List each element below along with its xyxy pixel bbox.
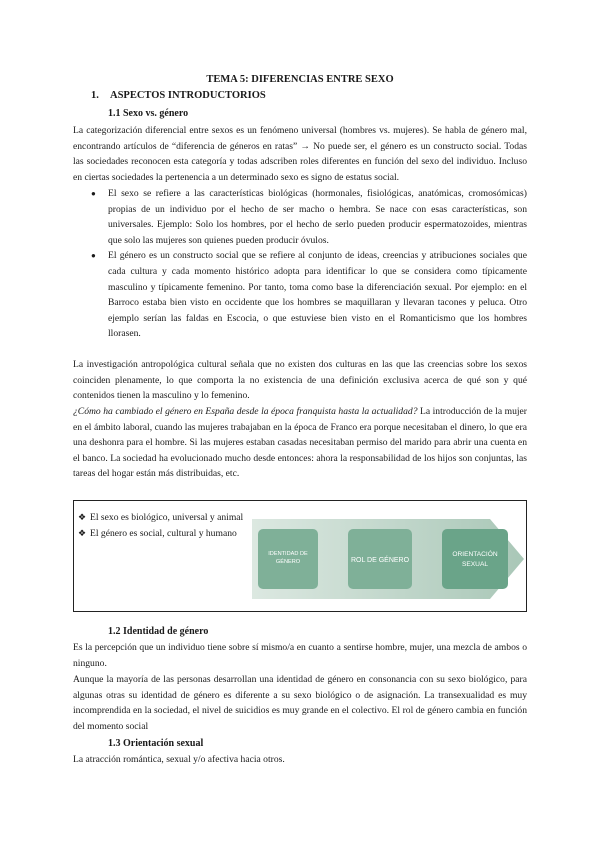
paragraph-espana-text: La introducción de la mujer en el ámbito laboral, cuando las mujeres trabajaban en la época de Franco era porque necesitaban el dinero, lo que era una deshonra para el hombre. Si las mujeres estaban casadas necesitaban permiso del marido para abrir una cuenta en el banco. La sociedad ha evolucionado mucho desde entonces: ahora la responsabilidad de los hijos son conjuntas, las tareas del hogar están más distribuidas, etc. xyxy=(73,406,527,480)
subsection-heading-orientacion: 1.3 Orientación sexual xyxy=(108,738,204,749)
bullet-list xyxy=(73,186,527,342)
paragraph-investigacion: La investigación antropológica cultural señala que no existen dos culturas en las que las creencias sobre los sexos coinciden plenamente, lo que comporta la no existencia de una definición exclusiva acerca de qué son y qué contenidos tienen la masculino y lo femenino. xyxy=(73,359,527,402)
section-label: ASPECTOS INTRODUCTORIOS xyxy=(110,90,266,101)
diamond-bullet-icon: ❖ xyxy=(78,512,87,522)
bullet-dot-icon: ● xyxy=(91,189,96,198)
summary-box xyxy=(73,500,527,612)
diagram-step-orientacion-line2: SEXUAL xyxy=(461,561,489,568)
process-diagram xyxy=(252,513,524,605)
diagram-step-orientacion-line1: ORIENTACIÓN xyxy=(452,551,498,558)
document-title: TEMA 5: DIFERENCIAS ENTRE SEXO xyxy=(206,74,394,85)
paragraph-identidad-desarrollo: Aunque la mayoría de las personas desarrollan una identidad de género en consonancia con su sexo biológico, para algunas otras su identidad de género es diferente a su sexo biológico o de asignación. La transexualidad es muy incomprendida en la sociedad, el nivel de suicidios es muy grande en el colectivo. El rol de género cambia en función del momento social xyxy=(73,674,527,732)
subsection-heading-sexo-genero: 1.1 Sexo vs. género xyxy=(108,108,189,119)
diagram-step-orientacion xyxy=(442,529,508,589)
diamond-bullet-icon: ❖ xyxy=(78,527,87,538)
bullet-text: El género es un constructo social que se refiere al conjunto de ideas, creencias y atribuciones sociales que cada cultura y cada momento histórico adopta para identificar lo que se considera como típicamente masculino y típicamente femenino. Por tanto, toma como base la diferenciación sexual. Por ejemplo: en el Barroco estaba bien visto en occidente que los hombres se maquillaran y llevaran tacones y peluca. Otro ejemplo serían las faldas en Escocia, o que estuviese bien visto en el Romanticismo que los hombres llorasen. xyxy=(108,250,527,340)
bullet-text: El sexo se refiere a las características biológicas (hormonales, fisiológicas, anatómicas, cromosómicas) propias de un individuo por el hecho de ser macho o hembra. Se nace con esas características, son universales. Ejemplo: Solo los hombres, por el hecho de serlo pueden producir espermatozoides, mientras que solo las mujeres son quienes pueden producir óvulos. xyxy=(108,188,527,246)
bullet-item-genero xyxy=(73,248,527,342)
diagram-step-identidad-line2: GÉNERO xyxy=(275,559,301,565)
bullet-dot-icon: ● xyxy=(91,251,96,261)
question-text: ¿Cómo ha cambiado el género en España desde la época franquista hasta la actualidad? xyxy=(73,406,418,417)
paragraph-categorizacion: La categorización diferencial entre sexos es un fenómeno universal (hombres vs. mujeres). Se habla de género mal, encontrando artículos de “diferencia de géneros en ratas” → No puede ser, el género es un constructo social. Todas las sociedades reconocen esta categoría y todas adscriben roles diferentes en función del sexo del individuo. Incluso en ciertas sociedades la pertenencia a un determinado sexo es signo de estatus social. xyxy=(73,125,527,183)
section-number: 1. xyxy=(91,90,99,101)
paragraph-espana xyxy=(73,404,527,482)
summary-item-genero xyxy=(78,526,243,542)
summary-item-text: El sexo es biológico, universal y animal xyxy=(90,512,244,523)
summary-item-sexo xyxy=(78,510,243,526)
diagram-step-rol-label: ROL DE GÉNERO xyxy=(350,557,410,564)
subsection-heading-identidad: 1.2 Identidad de género xyxy=(108,626,209,637)
summary-item-text: El género es social, cultural y humano xyxy=(90,527,237,539)
paragraph-orientacion: La atracción romántica, sexual y/o afectiva hacia otros. xyxy=(73,754,285,765)
section-heading xyxy=(91,90,266,101)
summary-list xyxy=(78,510,243,541)
paragraph-identidad-definicion: Es la percepción que un individuo tiene sobre sí mismo/a en cuanto a sentirse hombre, mujer, una mezcla de ambos o ninguno. xyxy=(73,642,527,669)
diagram-step-identidad-line1: IDENTIDAD DE xyxy=(268,551,308,557)
bullet-item-sexo xyxy=(73,186,527,248)
